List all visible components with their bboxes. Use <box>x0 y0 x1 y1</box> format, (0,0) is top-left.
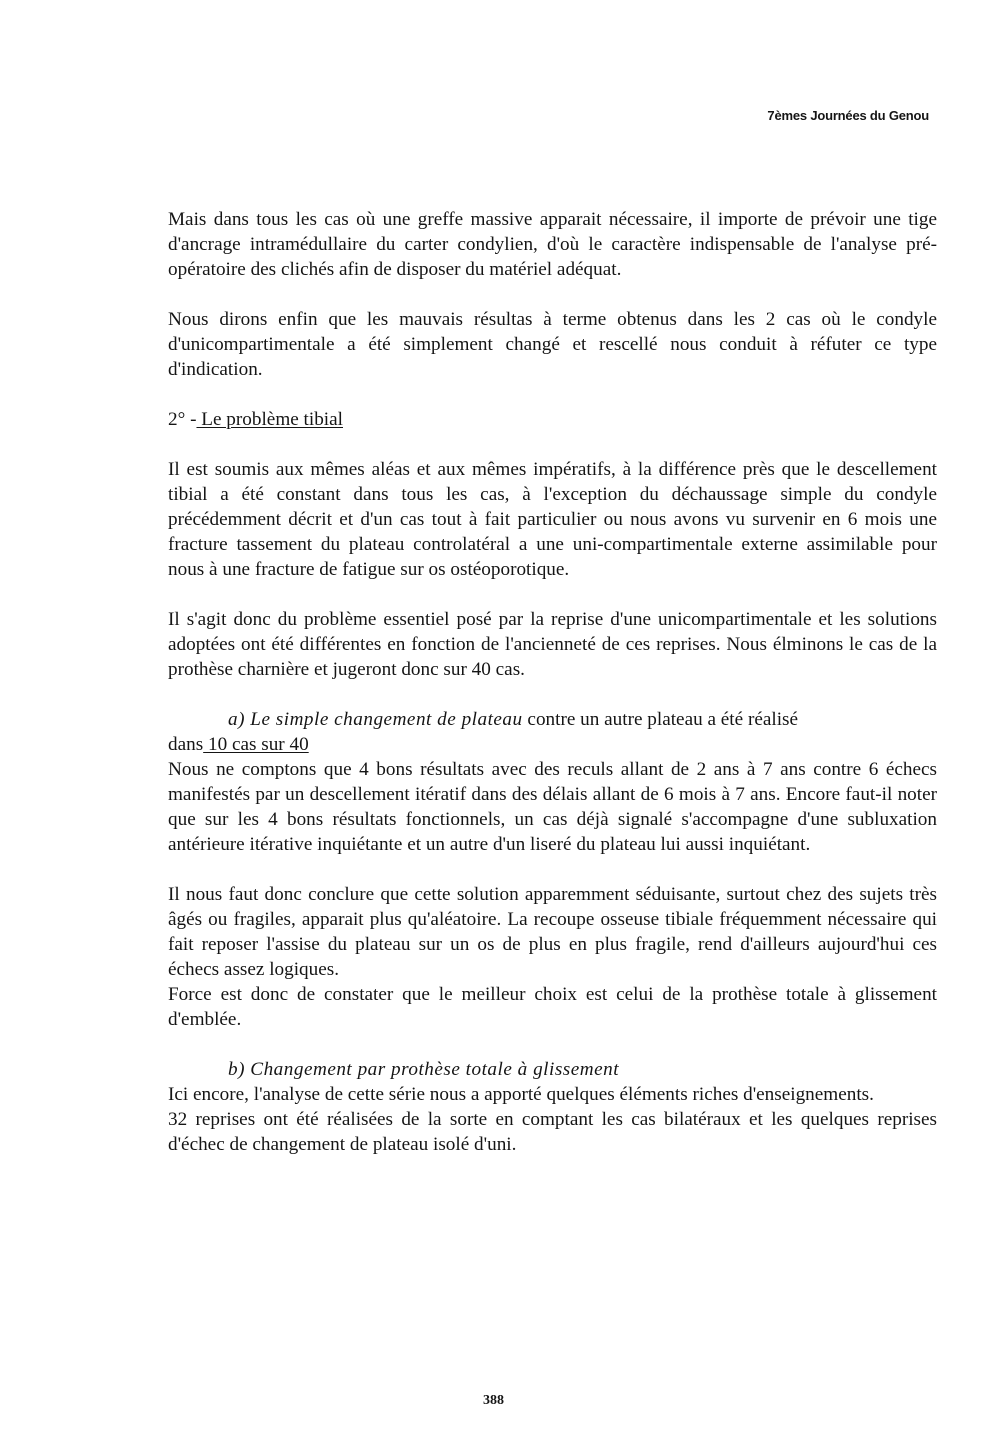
paragraph: Nous dirons enfin que les mauvais résultas à terme obtenus dans les 2 cas où le condyle d'unicompartimentale a été simplement changé et rescellé nous conduit à réfuter ce type d'indication. <box>168 309 937 380</box>
paragraph: Il s'agit donc du problème essentiel posé par la reprise d'une unicompartimentale et les solutions adoptées ont été différentes en fonction de l'ancienneté de ces reprises. Nous élminons le cas de la prothèse charnière et jugeront donc sur 40 cas. <box>168 609 937 680</box>
subsection-a-count: 10 cas sur 40 <box>203 734 309 755</box>
paragraph: Il est soumis aux mêmes aléas et aux mêmes impératifs, à la différence près que le descellement tibial a été constant dans tous les cas, à l'exception du déchaussage simple du condyle précédemment décrit et d'un cas tout à fait particulier ou nous avons vu survenir en 6 mois une fracture tassement du plateau controlatéral a une uni-compartimentale externe assimilable pour nous à une fracture de fatigue sur os ostéoporotique. <box>168 459 937 580</box>
section-title: Le problème tibial <box>196 409 343 430</box>
paragraph: Force est donc de constater que le meilleur choix est celui de la prothèse totale à glissement d'emblée. <box>168 984 937 1030</box>
paragraph: 32 reprises ont été réalisées de la sorte en comptant les cas bilatéraux et les quelques reprises d'échec de changement de plateau isolé d'uni. <box>168 1109 937 1155</box>
running-header: 7èmes Journées du Genou <box>767 108 929 123</box>
subsection-a-rest: contre un autre plateau a été réalisé <box>522 709 799 730</box>
subsection-a-dans: dans <box>168 734 204 755</box>
subsection-a-heading <box>168 707 937 732</box>
section-number: 2° - <box>168 409 197 430</box>
section-heading <box>168 407 937 432</box>
paragraph: Mais dans tous les cas où une greffe massive apparait nécessaire, il importe de prévoir une tige d'ancrage intramédullaire du carter condylien, d'où le caractère indispensable de l'analyse pré-opératoire des clichés afin de disposer du matériel adéquat. <box>168 209 937 280</box>
subsection-a-count-line <box>168 732 937 757</box>
page-number: 388 <box>483 1393 504 1408</box>
subsection-a-title: a) Le simple changement de plateau <box>228 709 523 730</box>
paragraph: Nous ne comptons que 4 bons résultats avec des reculs allant de 2 ans à 7 ans contre 6 échecs manifestés par un descellement itératif dans des délais allant de 6 mois à 7 ans. Encore faut-il noter que sur les 4 bons résultats fonctionnels, un cas déjà signalé s'accompagne d'une subluxation antérieure itérative inquiétante et un autre d'un liseré du plateau lui aussi inquiétant. <box>168 759 937 855</box>
subsection-b-heading <box>168 1057 937 1082</box>
document-body <box>168 207 937 1157</box>
paragraph: Il nous faut donc conclure que cette solution apparemment séduisante, surtout chez des sujets très âgés ou fragiles, apparait plus qu'aléatoire. La recoupe osseuse tibiale fréquemment nécessaire qui fait reposer l'assise du plateau sur un os de plus en plus fragile, rend d'ailleurs aujourd'hui ces échecs assez logiques. <box>168 884 937 980</box>
subsection-b-title: b) Changement par prothèse totale à glissement <box>228 1059 620 1080</box>
paragraph: Ici encore, l'analyse de cette série nous a apporté quelques éléments riches d'enseignements. <box>168 1084 874 1105</box>
